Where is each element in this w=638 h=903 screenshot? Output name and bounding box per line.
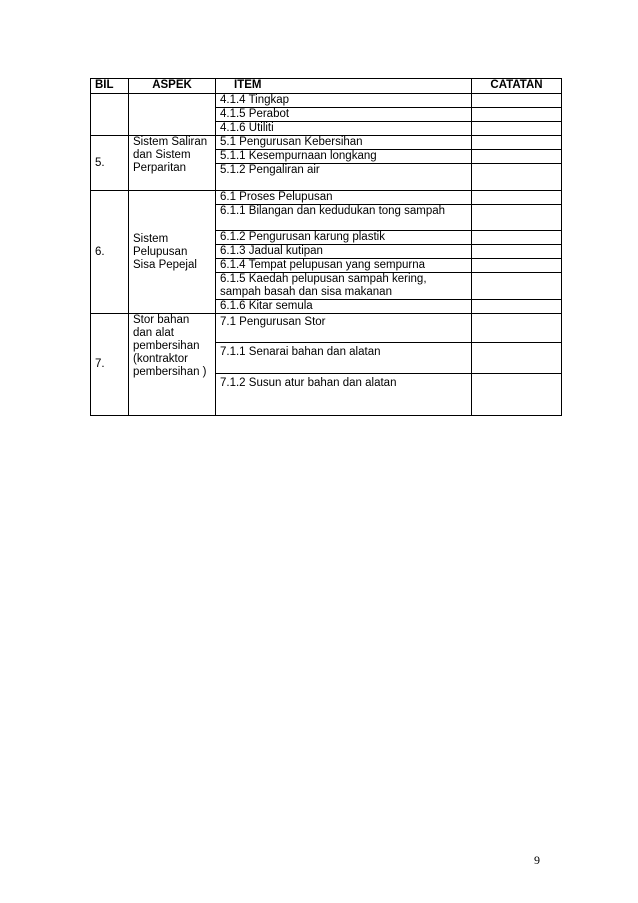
bil-cell: 5.	[91, 136, 129, 191]
catatan-cell	[472, 108, 562, 122]
checklist-table	[90, 78, 562, 416]
item-cell: 6.1.6 Kitar semula	[216, 300, 472, 314]
bil-cell: 7.	[91, 314, 129, 416]
item-cell: 6.1 Proses Pelupusan	[216, 191, 472, 205]
catatan-cell	[472, 150, 562, 164]
catatan-cell	[472, 191, 562, 205]
catatan-cell	[472, 300, 562, 314]
aspek-cell: Stor bahan dan alat pembersihan (kontraktor pembersihan )	[129, 314, 216, 416]
header-aspek: ASPEK	[129, 79, 216, 94]
item-cell: 6.1.1 Bilangan dan kedudukan tong sampah	[216, 205, 472, 231]
aspek-cell: Sistem Pelupusan Sisa Pepejal	[129, 191, 216, 314]
bil-cell	[91, 94, 129, 136]
header-catatan: CATATAN	[472, 79, 562, 94]
bil-cell: 6.	[91, 191, 129, 314]
catatan-cell	[472, 374, 562, 416]
table-row	[91, 314, 562, 343]
catatan-cell	[472, 94, 562, 108]
catatan-cell	[472, 273, 562, 300]
item-cell: 5.1.2 Pengaliran air	[216, 164, 472, 191]
item-cell: 5.1.1 Kesempurnaan longkang	[216, 150, 472, 164]
catatan-cell	[472, 343, 562, 374]
catatan-cell	[472, 164, 562, 191]
item-cell: 7.1 Pengurusan Stor	[216, 314, 472, 343]
item-cell: 7.1.2 Susun atur bahan dan alatan	[216, 374, 472, 416]
item-cell: 5.1 Pengurusan Kebersihan	[216, 136, 472, 150]
catatan-cell	[472, 136, 562, 150]
item-cell: 6.1.4 Tempat pelupusan yang sempurna	[216, 259, 472, 273]
aspek-cell: Sistem Saliran dan Sistem Perparitan	[129, 136, 216, 191]
catatan-cell	[472, 259, 562, 273]
catatan-cell	[472, 314, 562, 343]
header-bil: BIL	[91, 79, 129, 94]
item-cell: 4.1.5 Perabot	[216, 108, 472, 122]
page-number: 9	[534, 853, 540, 867]
catatan-cell	[472, 245, 562, 259]
table-row	[91, 94, 562, 108]
header-row	[91, 79, 562, 94]
table-row	[91, 136, 562, 150]
catatan-cell	[472, 122, 562, 136]
table-row	[91, 191, 562, 205]
catatan-cell	[472, 231, 562, 245]
item-cell: 4.1.6 Utiliti	[216, 122, 472, 136]
aspek-cell	[129, 94, 216, 136]
item-cell: 6.1.2 Pengurusan karung plastik	[216, 231, 472, 245]
header-item: ITEM	[216, 79, 472, 94]
item-cell: 7.1.1 Senarai bahan dan alatan	[216, 343, 472, 374]
item-cell: 4.1.4 Tingkap	[216, 94, 472, 108]
catatan-cell	[472, 205, 562, 231]
item-cell: 6.1.3 Jadual kutipan	[216, 245, 472, 259]
item-cell: 6.1.5 Kaedah pelupusan sampah kering, sampah basah dan sisa makanan	[216, 273, 472, 300]
